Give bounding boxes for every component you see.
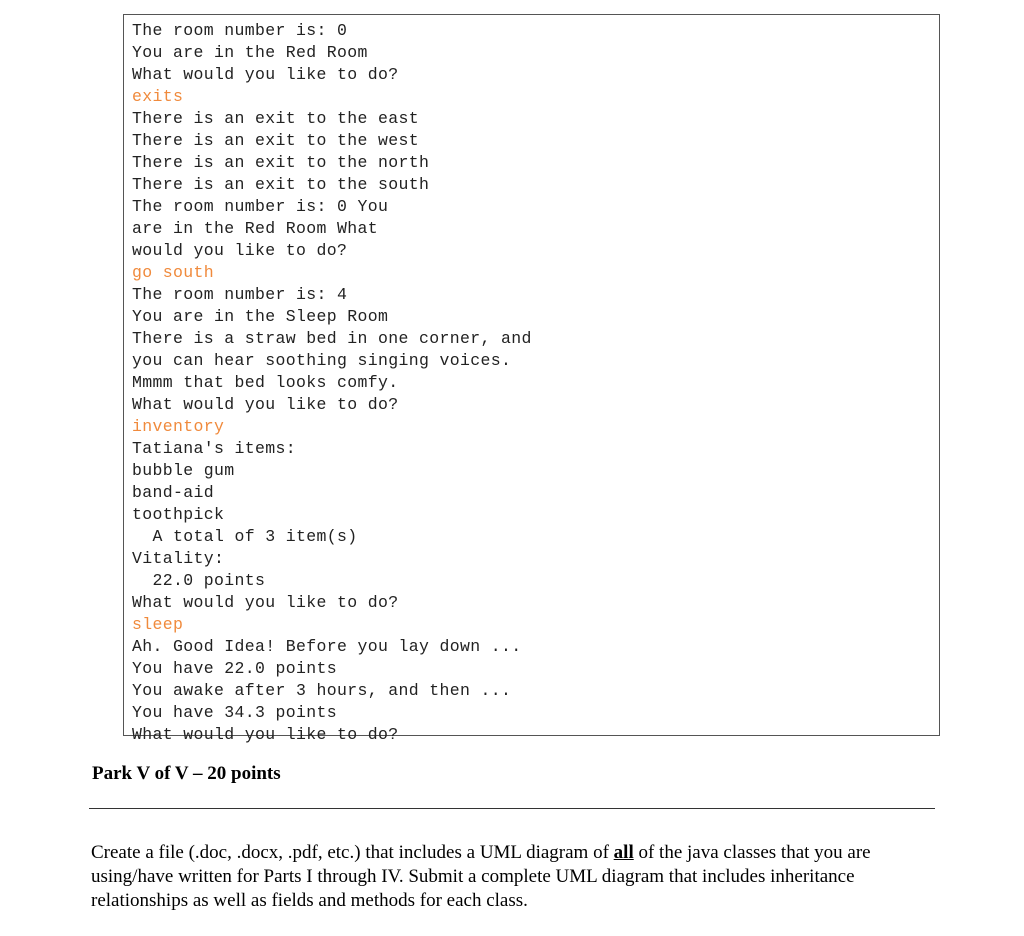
console-line: What would you like to do? bbox=[132, 65, 399, 84]
console-user-input: exits bbox=[132, 87, 184, 106]
console-line: Ah. Good Idea! Before you lay down ... bbox=[132, 637, 522, 656]
console-line: The room number is: 4 bbox=[132, 285, 348, 304]
console-user-input: go south bbox=[132, 263, 215, 282]
console-line: You are in the Sleep Room bbox=[132, 307, 389, 326]
console-line: There is a straw bed in one corner, and bbox=[132, 329, 532, 348]
instructions-emphasis: all bbox=[613, 842, 634, 863]
console-line: Mmmm that bed looks comfy. bbox=[132, 373, 399, 392]
section-heading: Park V of V – 20 points bbox=[92, 763, 281, 784]
console-line: The room number is: 0 bbox=[132, 21, 348, 40]
console-user-input: sleep bbox=[132, 615, 184, 634]
console-line: Tatiana's items: bbox=[132, 439, 297, 458]
console-line: toothpick bbox=[132, 505, 225, 524]
console-line: What would you like to do? bbox=[132, 725, 399, 744]
console-line: You are in the Red Room bbox=[132, 43, 368, 62]
console-line: There is an exit to the north bbox=[132, 153, 430, 172]
console-line: you can hear soothing singing voices. bbox=[132, 351, 512, 370]
instructions-paragraph bbox=[91, 841, 931, 913]
console-user-input: inventory bbox=[132, 417, 225, 436]
console-line: There is an exit to the east bbox=[132, 109, 420, 128]
console-output-box bbox=[123, 14, 940, 744]
instructions-text-after: of the java classes that you are using/have written for Parts I through IV. Submit a complete UML diagram that includes inheritance relationships as well as fields and methods for each class. bbox=[91, 842, 871, 911]
horizontal-divider bbox=[89, 808, 935, 809]
console-line: would you like to do? bbox=[132, 241, 348, 260]
console-line: A total of 3 item(s) bbox=[132, 527, 358, 546]
console-line: bubble gum bbox=[132, 461, 235, 480]
console-line: are in the Red Room What bbox=[132, 219, 379, 238]
console-line: You have 34.3 points bbox=[132, 703, 338, 722]
console-line: What would you like to do? bbox=[132, 593, 399, 612]
console-line: 22.0 points bbox=[132, 571, 266, 590]
console-line: Vitality: bbox=[132, 549, 225, 568]
console-line: band-aid bbox=[132, 483, 215, 502]
console-line: What would you like to do? bbox=[132, 395, 399, 414]
console-line: You have 22.0 points bbox=[132, 659, 338, 678]
console-line: You awake after 3 hours, and then ... bbox=[132, 681, 512, 700]
instructions-text-before: Create a file (.doc, .docx, .pdf, etc.) that includes a UML diagram of bbox=[91, 842, 614, 863]
console-line: There is an exit to the west bbox=[132, 131, 420, 150]
console-line: The room number is: 0 You bbox=[132, 197, 389, 216]
console-line: There is an exit to the south bbox=[132, 175, 430, 194]
